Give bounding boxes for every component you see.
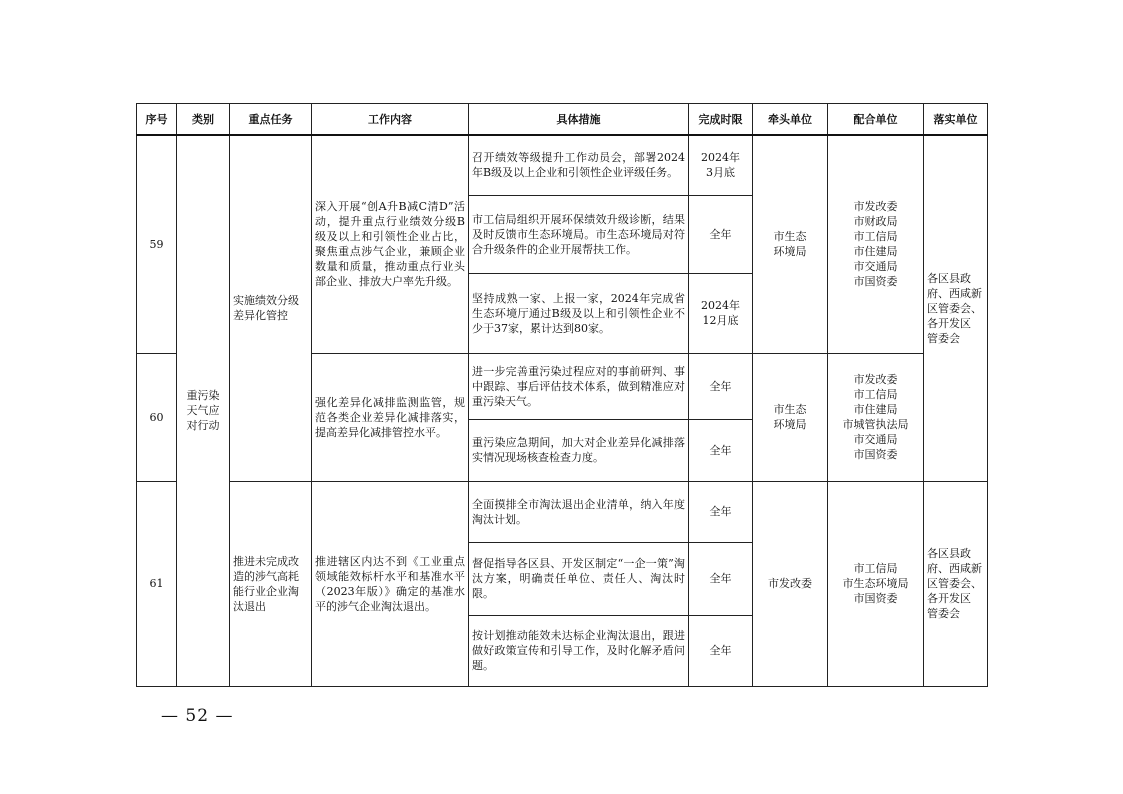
measure-cell: 召开绩效等级提升工作动员会，部署2024年B级及以上企业和引领性企业评级任务。	[469, 135, 689, 195]
work-content-cell: 深入开展“创A升B减C清D”活动，提升重点行业绩效分级B级及以上和引领性企业占比，聚焦重点涉气企业，兼顾企业数量和质量，推动重点行业头部企业、排放大户率先升级。	[312, 135, 469, 353]
header-lead-unit: 牵头单位	[753, 104, 828, 136]
deadline-cell: 全年	[689, 419, 753, 481]
header-no: 序号	[137, 104, 177, 136]
support-unit-cell: 市发改委 市工信局 市住建局 市城管执法局 市交通局 市国资委	[828, 353, 924, 481]
table-header-row	[137, 104, 988, 136]
table-row	[137, 135, 988, 195]
page-number: — 52 —	[161, 706, 234, 726]
category-cell: 重污染 天气应 对行动	[177, 135, 230, 686]
header-deadline: 完成时限	[689, 104, 753, 136]
measure-cell: 全面摸排全市淘汰退出企业清单，纳入年度淘汰计划。	[469, 481, 689, 542]
header-key-task: 重点任务	[230, 104, 312, 136]
deadline-cell: 全年	[689, 481, 753, 542]
measure-cell: 督促指导各区县、开发区制定“一企一策”淘汰方案，明确责任单位、责任人、淘汰时限。	[469, 542, 689, 615]
deadline-cell: 全年	[689, 615, 753, 686]
measure-cell: 市工信局组织开展环保绩效升级诊断，结果及时反馈市生态环境局。市生态环境局对符合升级条件的企业开展帮扶工作。	[469, 195, 689, 273]
support-unit-cell: 市工信局 市生态环境局 市国资委	[828, 481, 924, 686]
key-task-cell: 推进未完成改 造的涉气高耗 能行业企业淘 汰退出	[230, 481, 312, 686]
lead-unit-cell: 市发改委	[753, 481, 828, 686]
table-row	[137, 481, 988, 542]
row-number: 61	[137, 481, 177, 686]
measure-cell: 进一步完善重污染过程应对的事前研判、事中跟踪、事后评估技术体系，做到精准应对重污染天气。	[469, 353, 689, 419]
header-measures: 具体措施	[469, 104, 689, 136]
deadline-cell: 2024年 3月底	[689, 135, 753, 195]
row-number: 60	[137, 353, 177, 481]
work-content-cell: 推进辖区内达不到《工业重点领域能效标杆水平和基准水平（2023年版）》确定的基准水平的涉气企业淘汰退出。	[312, 481, 469, 686]
measure-cell: 重污染应急期间，加大对企业差异化减排落实情况现场核查检查力度。	[469, 419, 689, 481]
measure-cell: 按计划推动能效未达标企业淘汰退出，跟进做好政策宣传和引导工作，及时化解矛盾问题。	[469, 615, 689, 686]
implementing-unit-cell: 各区县政 府、西咸新 区管委会、 各开发区 管委会	[924, 135, 988, 481]
lead-unit-cell: 市生态 环境局	[753, 135, 828, 353]
header-support-unit: 配合单位	[828, 104, 924, 136]
key-task-cell: 实施绩效分级 差异化管控	[230, 135, 312, 481]
header-implementing-unit: 落实单位	[924, 104, 988, 136]
header-category: 类别	[177, 104, 230, 136]
work-content-cell: 强化差异化减排监测监管，规范各类企业差异化减排落实，提高差异化减排管控水平。	[312, 353, 469, 481]
deadline-cell: 2024年 12月底	[689, 273, 753, 353]
task-table	[136, 103, 988, 687]
measure-cell: 坚持成熟一家、上报一家，2024年完成省生态环境厅通过B级及以上和引领性企业不少于37家，累计达到80家。	[469, 273, 689, 353]
lead-unit-cell: 市生态 环境局	[753, 353, 828, 481]
support-unit-cell: 市发改委 市财政局 市工信局 市住建局 市交通局 市国资委	[828, 135, 924, 353]
deadline-cell: 全年	[689, 195, 753, 273]
header-work-content: 工作内容	[312, 104, 469, 136]
deadline-cell: 全年	[689, 353, 753, 419]
row-number: 59	[137, 135, 177, 353]
implementing-unit-cell: 各区县政 府、西咸新 区管委会、 各开发区 管委会	[924, 481, 988, 686]
deadline-cell: 全年	[689, 542, 753, 615]
